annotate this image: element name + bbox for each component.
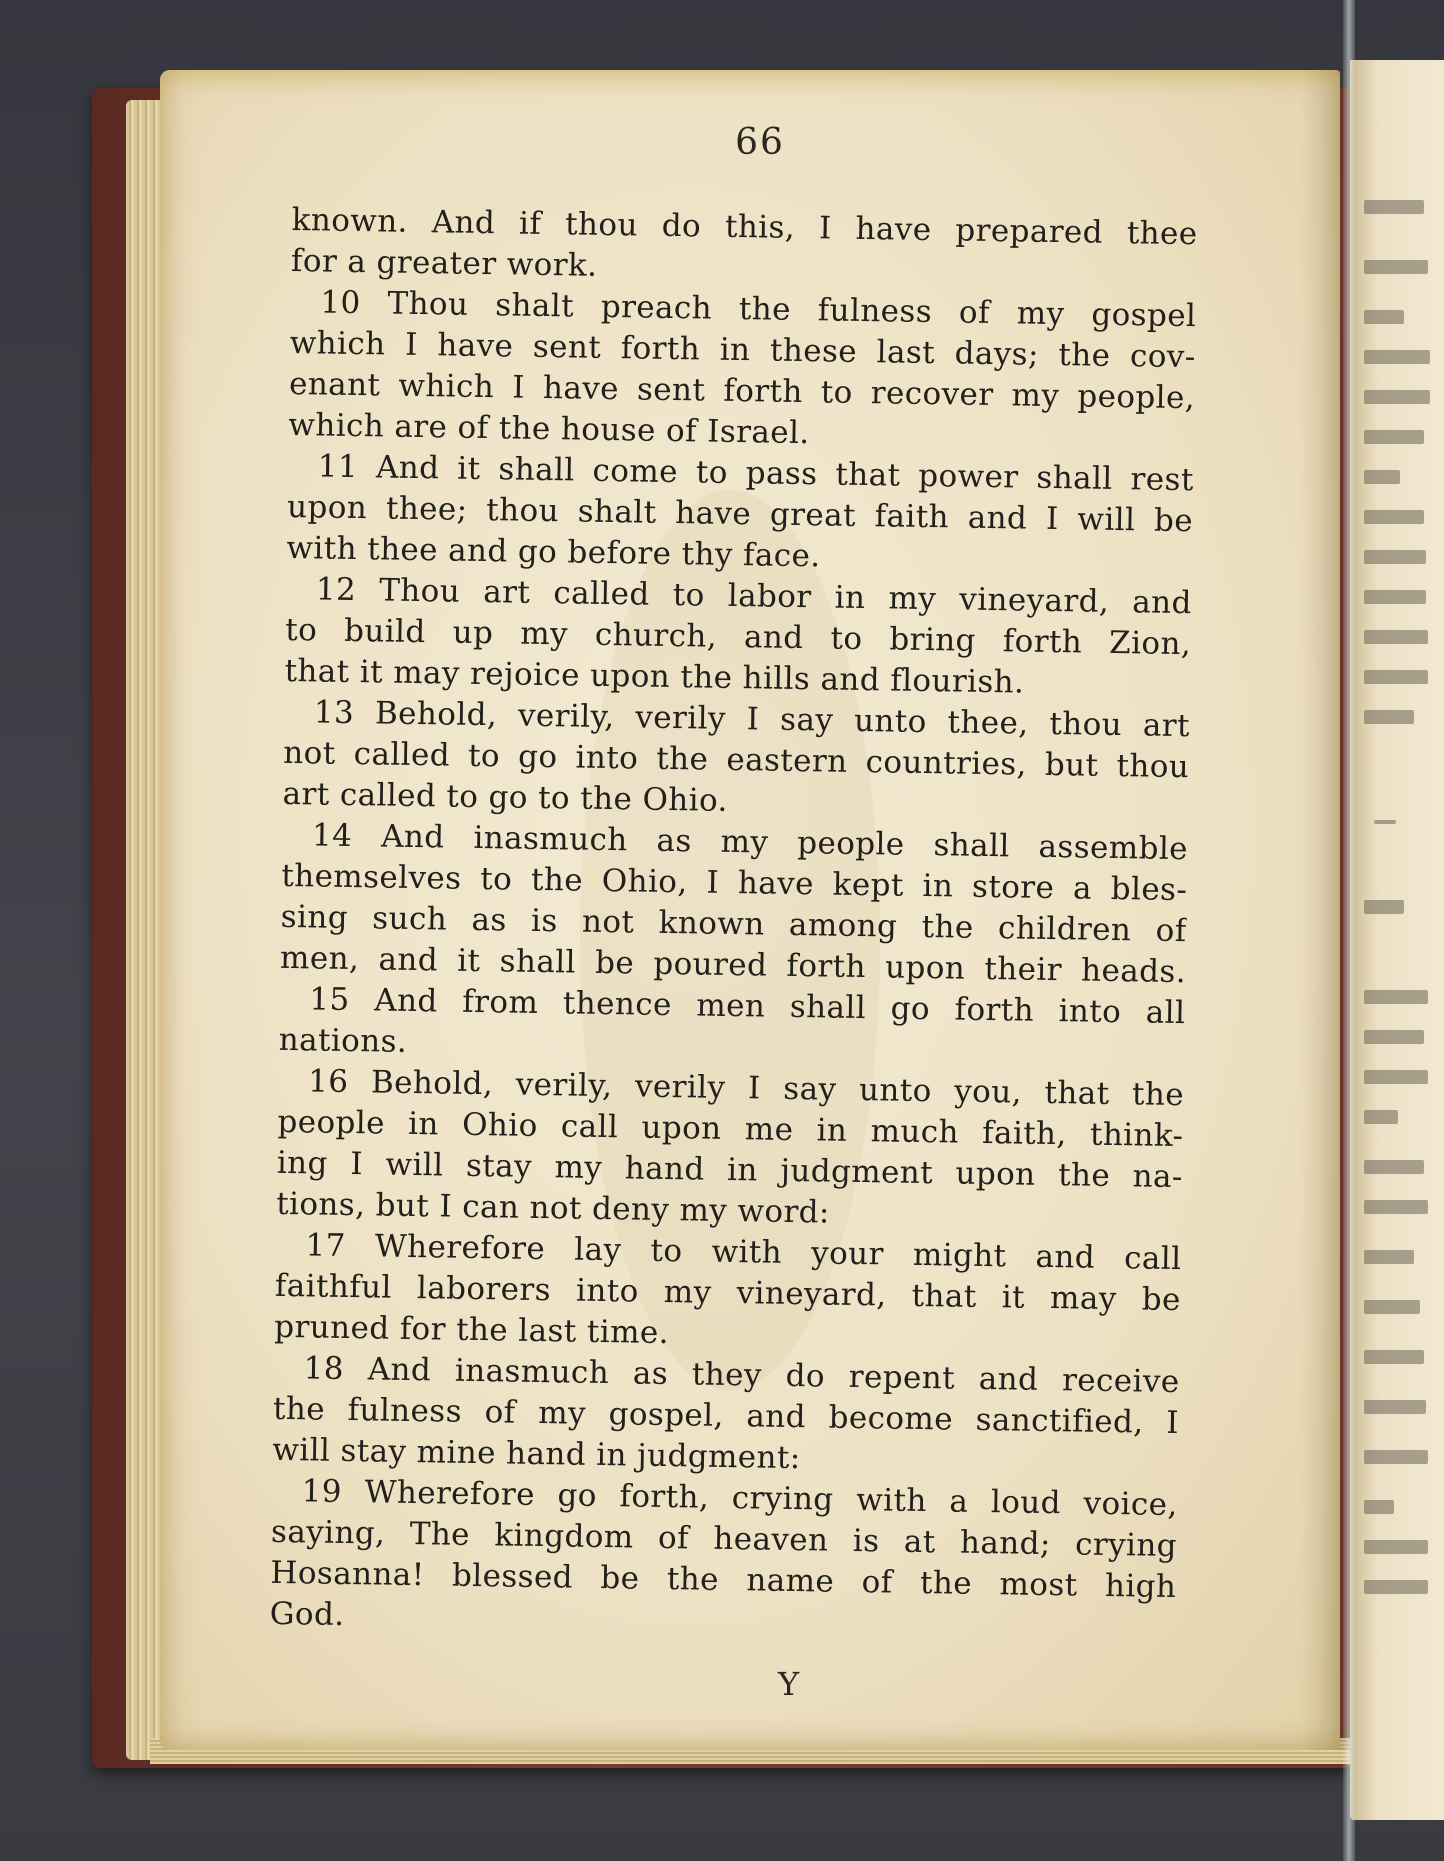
text-line: 11 And it shall come to pass that power shall rest (317, 448, 1194, 499)
text-line: themselves to the Ohio, I have kept in store a bles- (281, 857, 1188, 909)
text-line: for a greater work. (290, 242, 598, 284)
text-line: tions, but I can not deny my word: (275, 1185, 831, 1231)
right-page-text-fragment (1364, 1400, 1426, 1414)
text-line: 10 Thou shalt preach the fulness of my gospel (320, 284, 1197, 335)
text-line: with thee and go before thy face. (286, 529, 821, 575)
text-line: faithful laborers into my vineyard, that it may be (274, 1267, 1182, 1319)
text-line: that it may rejoice upon the hills and flourish. (284, 652, 1025, 701)
text-line: which I have sent forth in these last days; the cov- (289, 324, 1196, 376)
text-line: upon thee; thou shalt have great faith and I will be (286, 488, 1194, 540)
right-page-text-fragment (1364, 990, 1428, 1004)
text-line: men, and it shall be poured forth upon their heads. (279, 939, 1187, 991)
text-line: Hosanna! blessed be the name of the most high (270, 1554, 1177, 1606)
right-page-text-fragment (1364, 550, 1426, 564)
text-line: to build up my church, and to bring forth Zion, (284, 611, 1192, 663)
catchword: Y (778, 1665, 800, 1703)
right-page-text-fragment (1364, 1500, 1394, 1514)
text-line: sing such as is not known among the children of (280, 898, 1187, 950)
text-line: 14 And inasmuch as my people shall assemble (311, 817, 1189, 868)
text-line: 12 Thou art called to labor in my vineyard, and (315, 571, 1193, 622)
text-line: 16 Behold, verily, verily I say unto you, that the (307, 1063, 1185, 1114)
right-page-text-fragment (1364, 350, 1430, 364)
right-page-text-fragment (1364, 1540, 1428, 1554)
text-line: 19 Wherefore go forth, crying with a loud voice, (301, 1473, 1178, 1524)
text-line: enant which I have sent forth to recover my people, (288, 365, 1196, 417)
right-page-text-fragment (1364, 1200, 1428, 1214)
text-line: not called to go into the eastern countries, but thou (283, 734, 1190, 786)
right-page-text-fragment (1364, 430, 1424, 444)
text-line: pruned for the last time. (274, 1308, 670, 1352)
right-page-text-fragment (1364, 390, 1430, 404)
right-page-text-fragment (1364, 630, 1428, 644)
text-line: known. And if thou do this, I have prepared thee (291, 201, 1198, 253)
text-line: people in Ohio call upon me in much faith, think- (277, 1103, 1184, 1155)
text-line: 15 And from thence men shall go forth into all (309, 981, 1186, 1032)
text-line: will stay mine hand in judgment: (272, 1431, 801, 1477)
text-line: 13 Behold, verily, verily I say unto thee, thou art (313, 694, 1191, 745)
text-line: saying, The kingdom of heaven is at hand; crying (270, 1513, 1178, 1565)
right-page-text-fragment (1364, 1070, 1428, 1084)
right-page-fragment (1350, 60, 1444, 1820)
text-line: ing I will stay my hand in judgment upon the na- (276, 1144, 1184, 1196)
text-line: which are of the house of Israel. (288, 406, 810, 452)
text-line: the fulness of my gospel, and become sanctified, I (272, 1390, 1180, 1442)
text-line: nations. (278, 1021, 408, 1060)
right-page-text-fragment (1364, 1030, 1424, 1044)
right-page-text-fragment (1364, 710, 1414, 724)
glass-plate-edge (1343, 0, 1355, 1861)
right-page-text-fragment (1364, 1110, 1398, 1124)
text-line: art called to go to the Ohio. (282, 775, 729, 819)
right-page-text-fragment (1364, 1300, 1420, 1314)
right-page-text-fragment (1364, 1250, 1414, 1264)
right-page-text-fragment (1364, 310, 1404, 324)
right-page-text-fragment (1364, 200, 1424, 214)
right-page-divider (1374, 820, 1396, 824)
text-line: God. (269, 1595, 345, 1633)
text-line: 18 And inasmuch as they do repent and receive (303, 1350, 1180, 1401)
right-page-text-fragment (1364, 510, 1424, 524)
right-page-text-fragment (1364, 260, 1428, 274)
page-text-body (269, 200, 1197, 1649)
right-page-text-fragment (1364, 1580, 1428, 1594)
right-page-text-fragment (1364, 590, 1426, 604)
right-page-text-fragment (1364, 1350, 1424, 1364)
right-page-text-fragment (1364, 1450, 1428, 1464)
right-page-text-fragment (1364, 1160, 1424, 1174)
page-number: 66 (735, 122, 785, 163)
text-line: 17 Wherefore lay to with your might and call (305, 1227, 1182, 1278)
right-page-text-fragment (1364, 900, 1404, 914)
right-page-text-fragment (1364, 670, 1428, 684)
right-page-text-fragment (1364, 470, 1400, 484)
